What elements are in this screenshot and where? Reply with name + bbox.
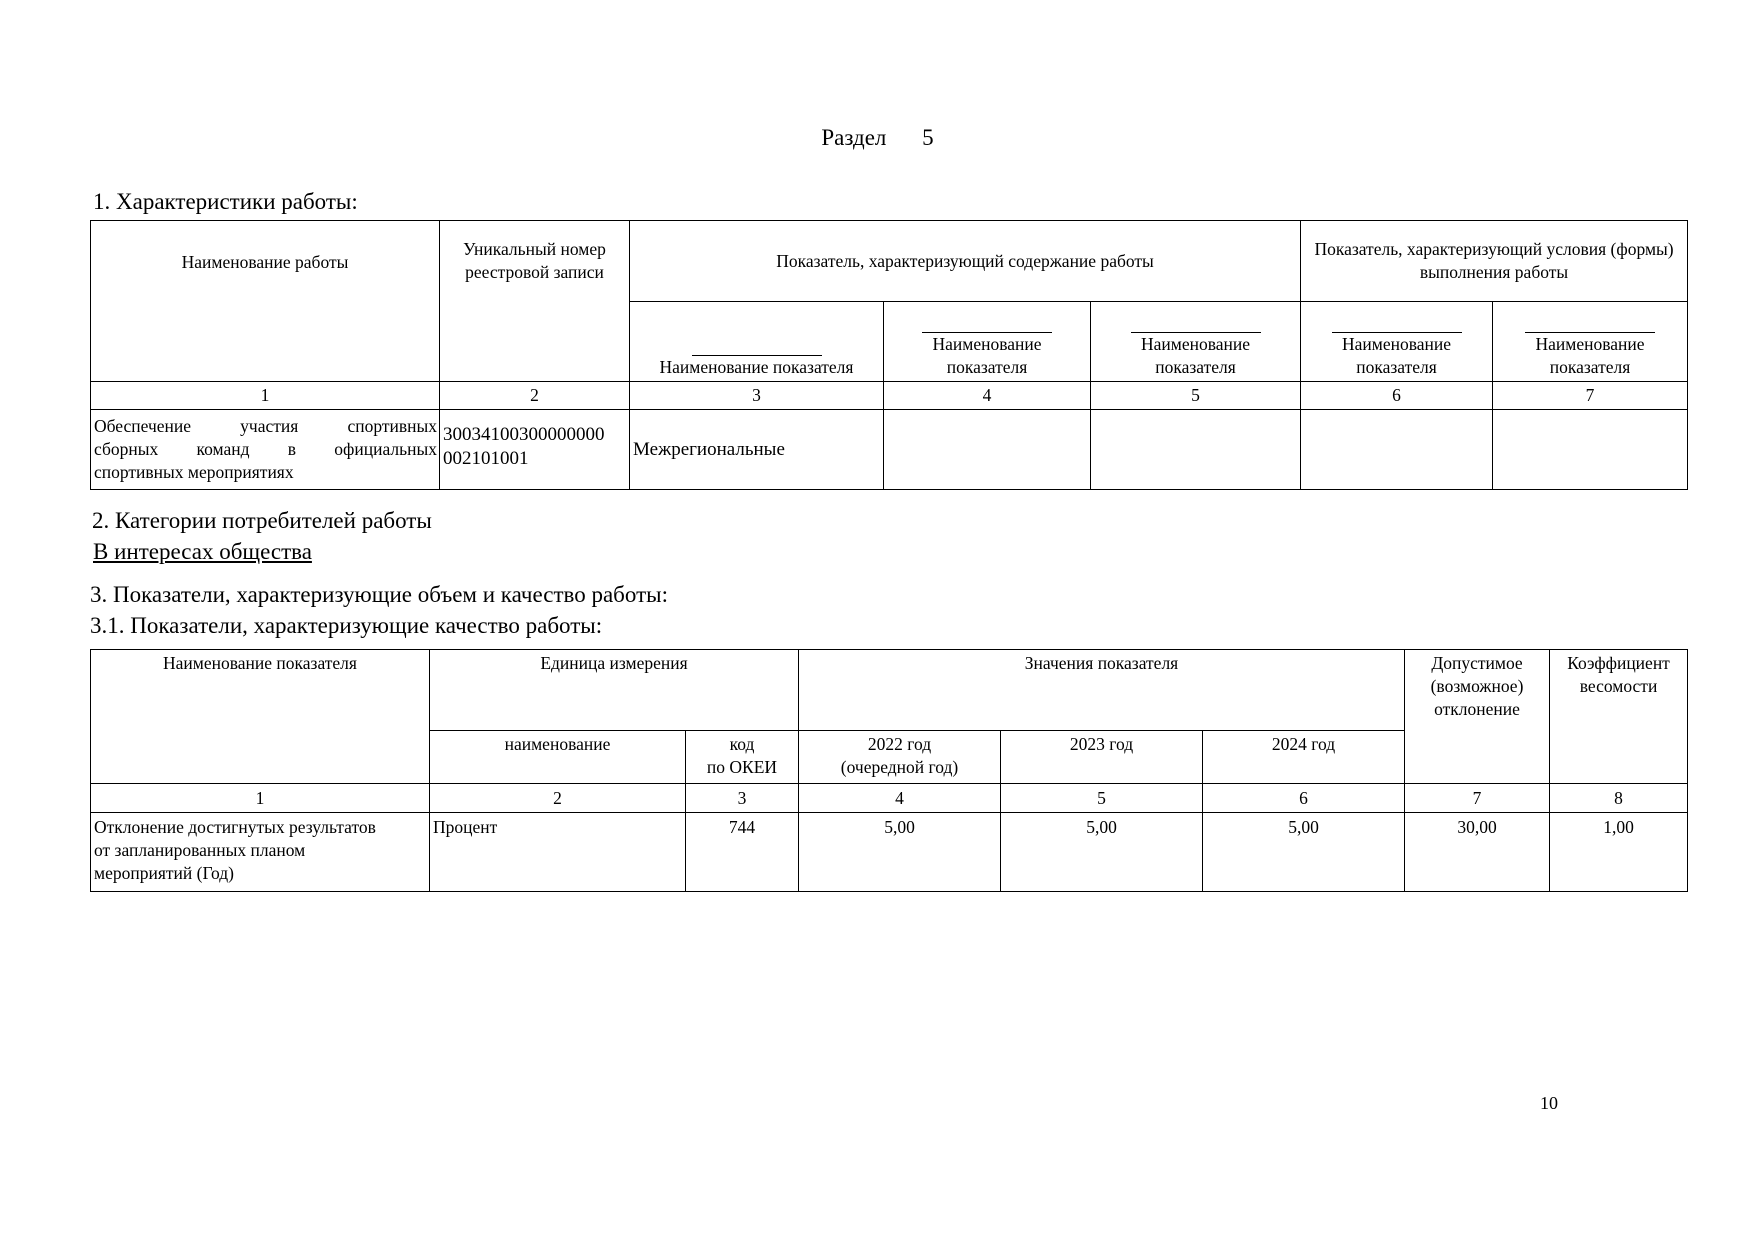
part3-subheading: 3.1. Показатели, характеризующие качество работы: xyxy=(90,613,603,638)
header-year-2022: 2022 год (очередной год) xyxy=(799,731,1001,784)
header-work-name: Наименование работы xyxy=(91,221,440,382)
part1-heading: 1. Характеристики работы: xyxy=(93,189,358,214)
header-unit-name: наименование xyxy=(430,731,686,784)
column-number: 7 xyxy=(1493,382,1688,410)
column-number: 2 xyxy=(440,382,630,410)
empty-cell xyxy=(1301,410,1493,490)
header-year-2023: 2023 год xyxy=(1001,731,1203,784)
part2-heading: 2. Категории потребителей работы xyxy=(92,508,432,533)
header-content-indicator: Показатель, характеризующий содержание работы xyxy=(630,221,1301,302)
column-number: 8 xyxy=(1550,784,1688,813)
header-conditions-indicator: Показатель, характеризующий условия (формы) выполнения работы xyxy=(1301,221,1688,302)
page-number: 10 xyxy=(1540,1093,1558,1113)
subheader-indicator-7: Наименование показателя xyxy=(1493,302,1688,382)
column-number: 3 xyxy=(630,382,884,410)
indicator-name-cell: Отклонение достигнутых результатов от запланированных планом мероприятий (Год) xyxy=(91,813,430,892)
part3-heading: 3. Показатели, характеризующие объем и качество работы: xyxy=(90,582,668,607)
consumer-category: В интересах общества xyxy=(93,539,312,564)
work-characteristics-table xyxy=(90,220,1688,490)
header-year-2024: 2024 год xyxy=(1203,731,1405,784)
quality-indicators-table xyxy=(90,649,1688,892)
subheader-indicator-5: Наименование показателя xyxy=(1091,302,1301,382)
column-number: 3 xyxy=(686,784,799,813)
column-number: 1 xyxy=(91,382,440,410)
empty-cell xyxy=(1493,410,1688,490)
okei-code-cell: 744 xyxy=(686,813,799,892)
header-values: Значения показателя xyxy=(799,650,1405,731)
deviation-cell: 30,00 xyxy=(1405,813,1550,892)
section-label: Раздел xyxy=(821,125,887,150)
header-indicator-name: Наименование показателя xyxy=(91,650,430,784)
value-2023-cell: 5,00 xyxy=(1001,813,1203,892)
value-2024-cell: 5,00 xyxy=(1203,813,1405,892)
column-number: 4 xyxy=(884,382,1091,410)
column-number: 1 xyxy=(91,784,430,813)
content-value-cell: Межрегиональные xyxy=(630,410,884,490)
column-number: 6 xyxy=(1301,382,1493,410)
subheader-indicator-6: Наименование показателя xyxy=(1301,302,1493,382)
section-number: 5 xyxy=(922,125,934,150)
column-number: 5 xyxy=(1001,784,1203,813)
column-number: 2 xyxy=(430,784,686,813)
empty-cell xyxy=(884,410,1091,490)
header-deviation: Допустимое (возможное) отклонение xyxy=(1405,650,1550,784)
unit-name-cell: Процент xyxy=(430,813,686,892)
empty-cell xyxy=(1091,410,1301,490)
header-okei: код по ОКЕИ xyxy=(686,731,799,784)
header-unique-number: Уникальный номер реестровой записи xyxy=(440,221,630,382)
header-coefficient: Коэффициент весомости xyxy=(1550,650,1688,784)
value-2022-cell: 5,00 xyxy=(799,813,1001,892)
column-number: 6 xyxy=(1203,784,1405,813)
column-number: 7 xyxy=(1405,784,1550,813)
subheader-indicator-3: Наименование показателя xyxy=(630,302,884,382)
section-title xyxy=(0,125,1755,151)
header-unit: Единица измерения xyxy=(430,650,799,731)
column-number: 5 xyxy=(1091,382,1301,410)
column-number: 4 xyxy=(799,784,1001,813)
work-name-cell: Обеспечение участия спортивных сборных команд в официальных спортивных мероприятиях xyxy=(91,410,440,490)
coefficient-cell: 1,00 xyxy=(1550,813,1688,892)
subheader-indicator-4: Наименование показателя xyxy=(884,302,1091,382)
unique-number-cell: 30034100300000000 002101001 xyxy=(440,410,630,490)
